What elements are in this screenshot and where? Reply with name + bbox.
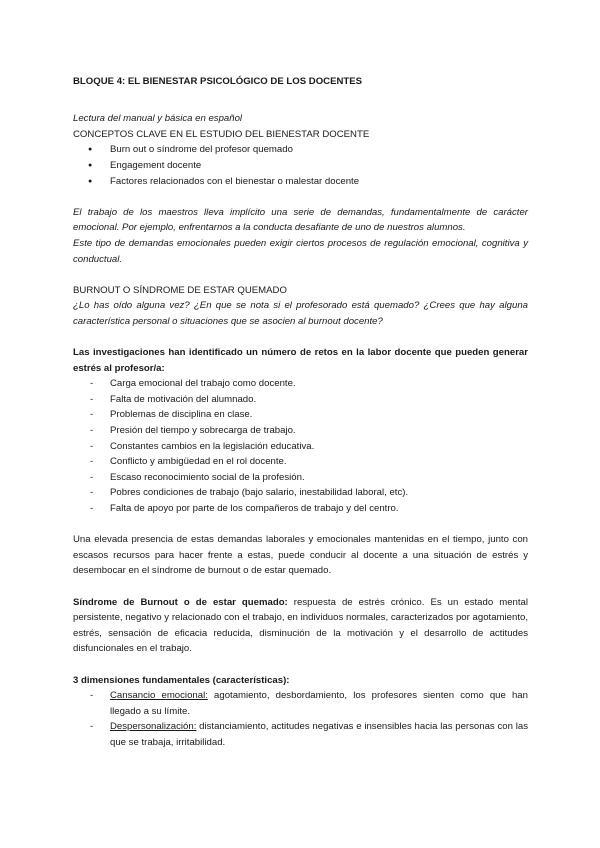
list-item: ● Factores relacionados con el bienestar o malestar docente — [73, 174, 528, 190]
list-item: - Falta de motivación del alumnado. — [73, 392, 528, 408]
list-item: - Carga emocional del trabajo como docente. — [73, 376, 528, 392]
list-item: - Falta de apoyo por parte de los compañeros de trabajo y del centro. — [73, 501, 528, 517]
document-title: BLOQUE 4: EL BIENESTAR PSICOLÓGICO DE LOS DOCENTES — [73, 76, 363, 87]
definition-text: respuesta de estrés crónico. Es un estado mental persistente, negativo y relacionado con el trabajo, en individuos normales, caracterizados por agotamiento, estrés, sensación de eficacia reducida, disminución de la motivación y el desarrollo de actitudes disfuncionales en el trabajo. — [73, 596, 529, 655]
key-concepts-heading: CONCEPTOS CLAVE EN EL ESTUDIO DEL BIENESTAR DOCENTE — [73, 128, 370, 140]
burnout-questions: ¿Lo has oído alguna vez? ¿En que se nota si el profesorado está quemado? ¿Crees que hay alguna característica personal o situaciones que se asocien al burnout docente? — [73, 300, 528, 327]
list-item: ● Burn out o síndrome del profesor quemado — [73, 142, 528, 158]
list-item: ● Engagement docente — [73, 158, 528, 174]
reading-note: Lectura del manual y básica en español — [73, 113, 243, 125]
dimensions-heading: 3 dimensiones fundamentales (características): — [73, 674, 290, 686]
list-item: - Constantes cambios en la legislación educativa. — [73, 439, 528, 455]
definition-term: Síndrome de Burnout o de estar quemado: — [73, 596, 288, 608]
dimension-term: Despersonalización: — [110, 721, 197, 733]
dimension-text: distanciamiento, actitudes negativas e insensibles hacia las personas con las que se trabaja, irritabilidad. — [110, 721, 528, 748]
burnout-definition — [73, 595, 528, 657]
page-content — [73, 74, 528, 751]
list-item: - Problemas de disciplina en clase. — [73, 407, 528, 423]
list-item — [73, 719, 528, 750]
consequence-paragraph: Una elevada presencia de estas demandas laborales y emocionales mantenidas en el tiempo, junto con escasos recursos para hacer frente a estas, puede conducir al docente a una situación de estrés y desembocar en el síndrome de burnout o de estar quemado. — [73, 534, 528, 577]
challenges-intro: Las investigaciones han identificado un número de retos en la labor docente que pueden generar estrés al profesor/a: — [73, 347, 528, 374]
list-item — [73, 688, 528, 719]
dimension-term: Cansancio emocional: — [110, 690, 208, 702]
dimension-text: agotamiento, desbordamiento, los profesores sienten como que han llegado a su límite. — [110, 690, 528, 717]
intro-paragraph-1: El trabajo de los maestros lleva implícito una serie de demandas, fundamentalmente de carácter emocional. Por ejemplo, enfrentarnos a la conducta desafiante de uno de nuestros alumnos. — [73, 206, 528, 234]
dimensions-list — [73, 688, 528, 750]
list-item: - Pobres condiciones de trabajo (bajo salario, inestabilidad laboral, etc). — [73, 485, 528, 501]
challenges-list — [73, 376, 528, 516]
list-item: - Escaso reconocimiento social de la profesión. — [73, 470, 528, 486]
list-item: - Conflicto y ambigüedad en el rol docente. — [73, 454, 528, 470]
list-item: - Presión del tiempo y sobrecarga de trabajo. — [73, 423, 528, 439]
burnout-heading: BURNOUT O SÍNDROME DE ESTAR QUEMADO — [73, 284, 287, 296]
intro-paragraph-2: Este tipo de demandas emocionales pueden exigir ciertos procesos de regulación emocional, cognitiva y conductual. — [73, 237, 528, 265]
key-concepts-list — [73, 142, 528, 189]
